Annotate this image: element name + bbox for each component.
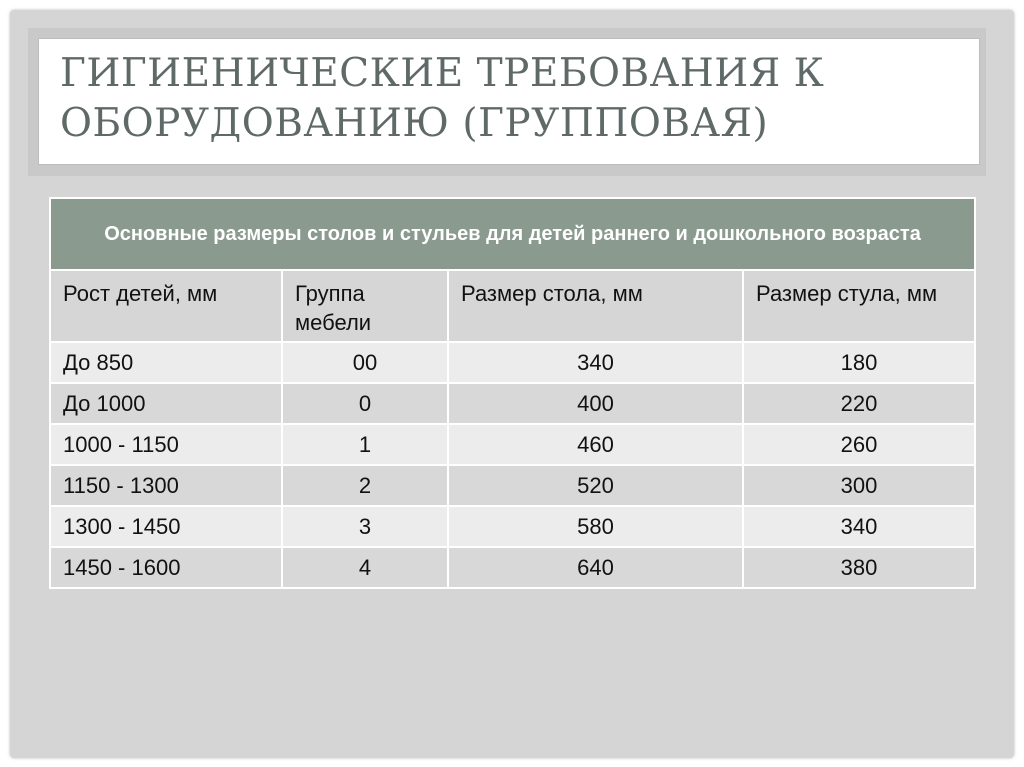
header-furniture-group: Группа мебели bbox=[282, 270, 448, 342]
table-caption-row bbox=[50, 198, 975, 270]
cell-group: 2 bbox=[282, 465, 448, 506]
table-row bbox=[50, 547, 975, 588]
cell-table-size: 340 bbox=[448, 342, 743, 383]
cell-height: 1450 - 1600 bbox=[50, 547, 282, 588]
cell-height: До 1000 bbox=[50, 383, 282, 424]
cell-group: 0 bbox=[282, 383, 448, 424]
cell-height: 1150 - 1300 bbox=[50, 465, 282, 506]
header-height: Рост детей, мм bbox=[50, 270, 282, 342]
table-row bbox=[50, 465, 975, 506]
cell-height: До 850 bbox=[50, 342, 282, 383]
cell-group: 1 bbox=[282, 424, 448, 465]
cell-table-size: 400 bbox=[448, 383, 743, 424]
table-row bbox=[50, 506, 975, 547]
cell-height: 1300 - 1450 bbox=[50, 506, 282, 547]
cell-height: 1000 - 1150 bbox=[50, 424, 282, 465]
cell-chair-size: 340 bbox=[743, 506, 975, 547]
furniture-size-table bbox=[49, 197, 976, 589]
slide-title: ГИГИЕНИЧЕСКИЕ ТРЕБОВАНИЯ К ОБОРУДОВАНИЮ (ГРУППОВАЯ) bbox=[60, 51, 825, 146]
table-row bbox=[50, 424, 975, 465]
cell-group: 00 bbox=[282, 342, 448, 383]
cell-chair-size: 300 bbox=[743, 465, 975, 506]
table-caption: Основные размеры столов и стульев для детей раннего и дошкольного возраста bbox=[50, 198, 975, 270]
cell-table-size: 520 bbox=[448, 465, 743, 506]
cell-group: 3 bbox=[282, 506, 448, 547]
cell-chair-size: 260 bbox=[743, 424, 975, 465]
cell-chair-size: 220 bbox=[743, 383, 975, 424]
header-table-size: Размер стола, мм bbox=[448, 270, 743, 342]
table-row bbox=[50, 342, 975, 383]
header-chair-size: Размер стула, мм bbox=[743, 270, 975, 342]
cell-group: 4 bbox=[282, 547, 448, 588]
table-row bbox=[50, 383, 975, 424]
table-header-row bbox=[50, 270, 975, 342]
cell-table-size: 580 bbox=[448, 506, 743, 547]
cell-table-size: 640 bbox=[448, 547, 743, 588]
cell-chair-size: 380 bbox=[743, 547, 975, 588]
cell-chair-size: 180 bbox=[743, 342, 975, 383]
cell-table-size: 460 bbox=[448, 424, 743, 465]
